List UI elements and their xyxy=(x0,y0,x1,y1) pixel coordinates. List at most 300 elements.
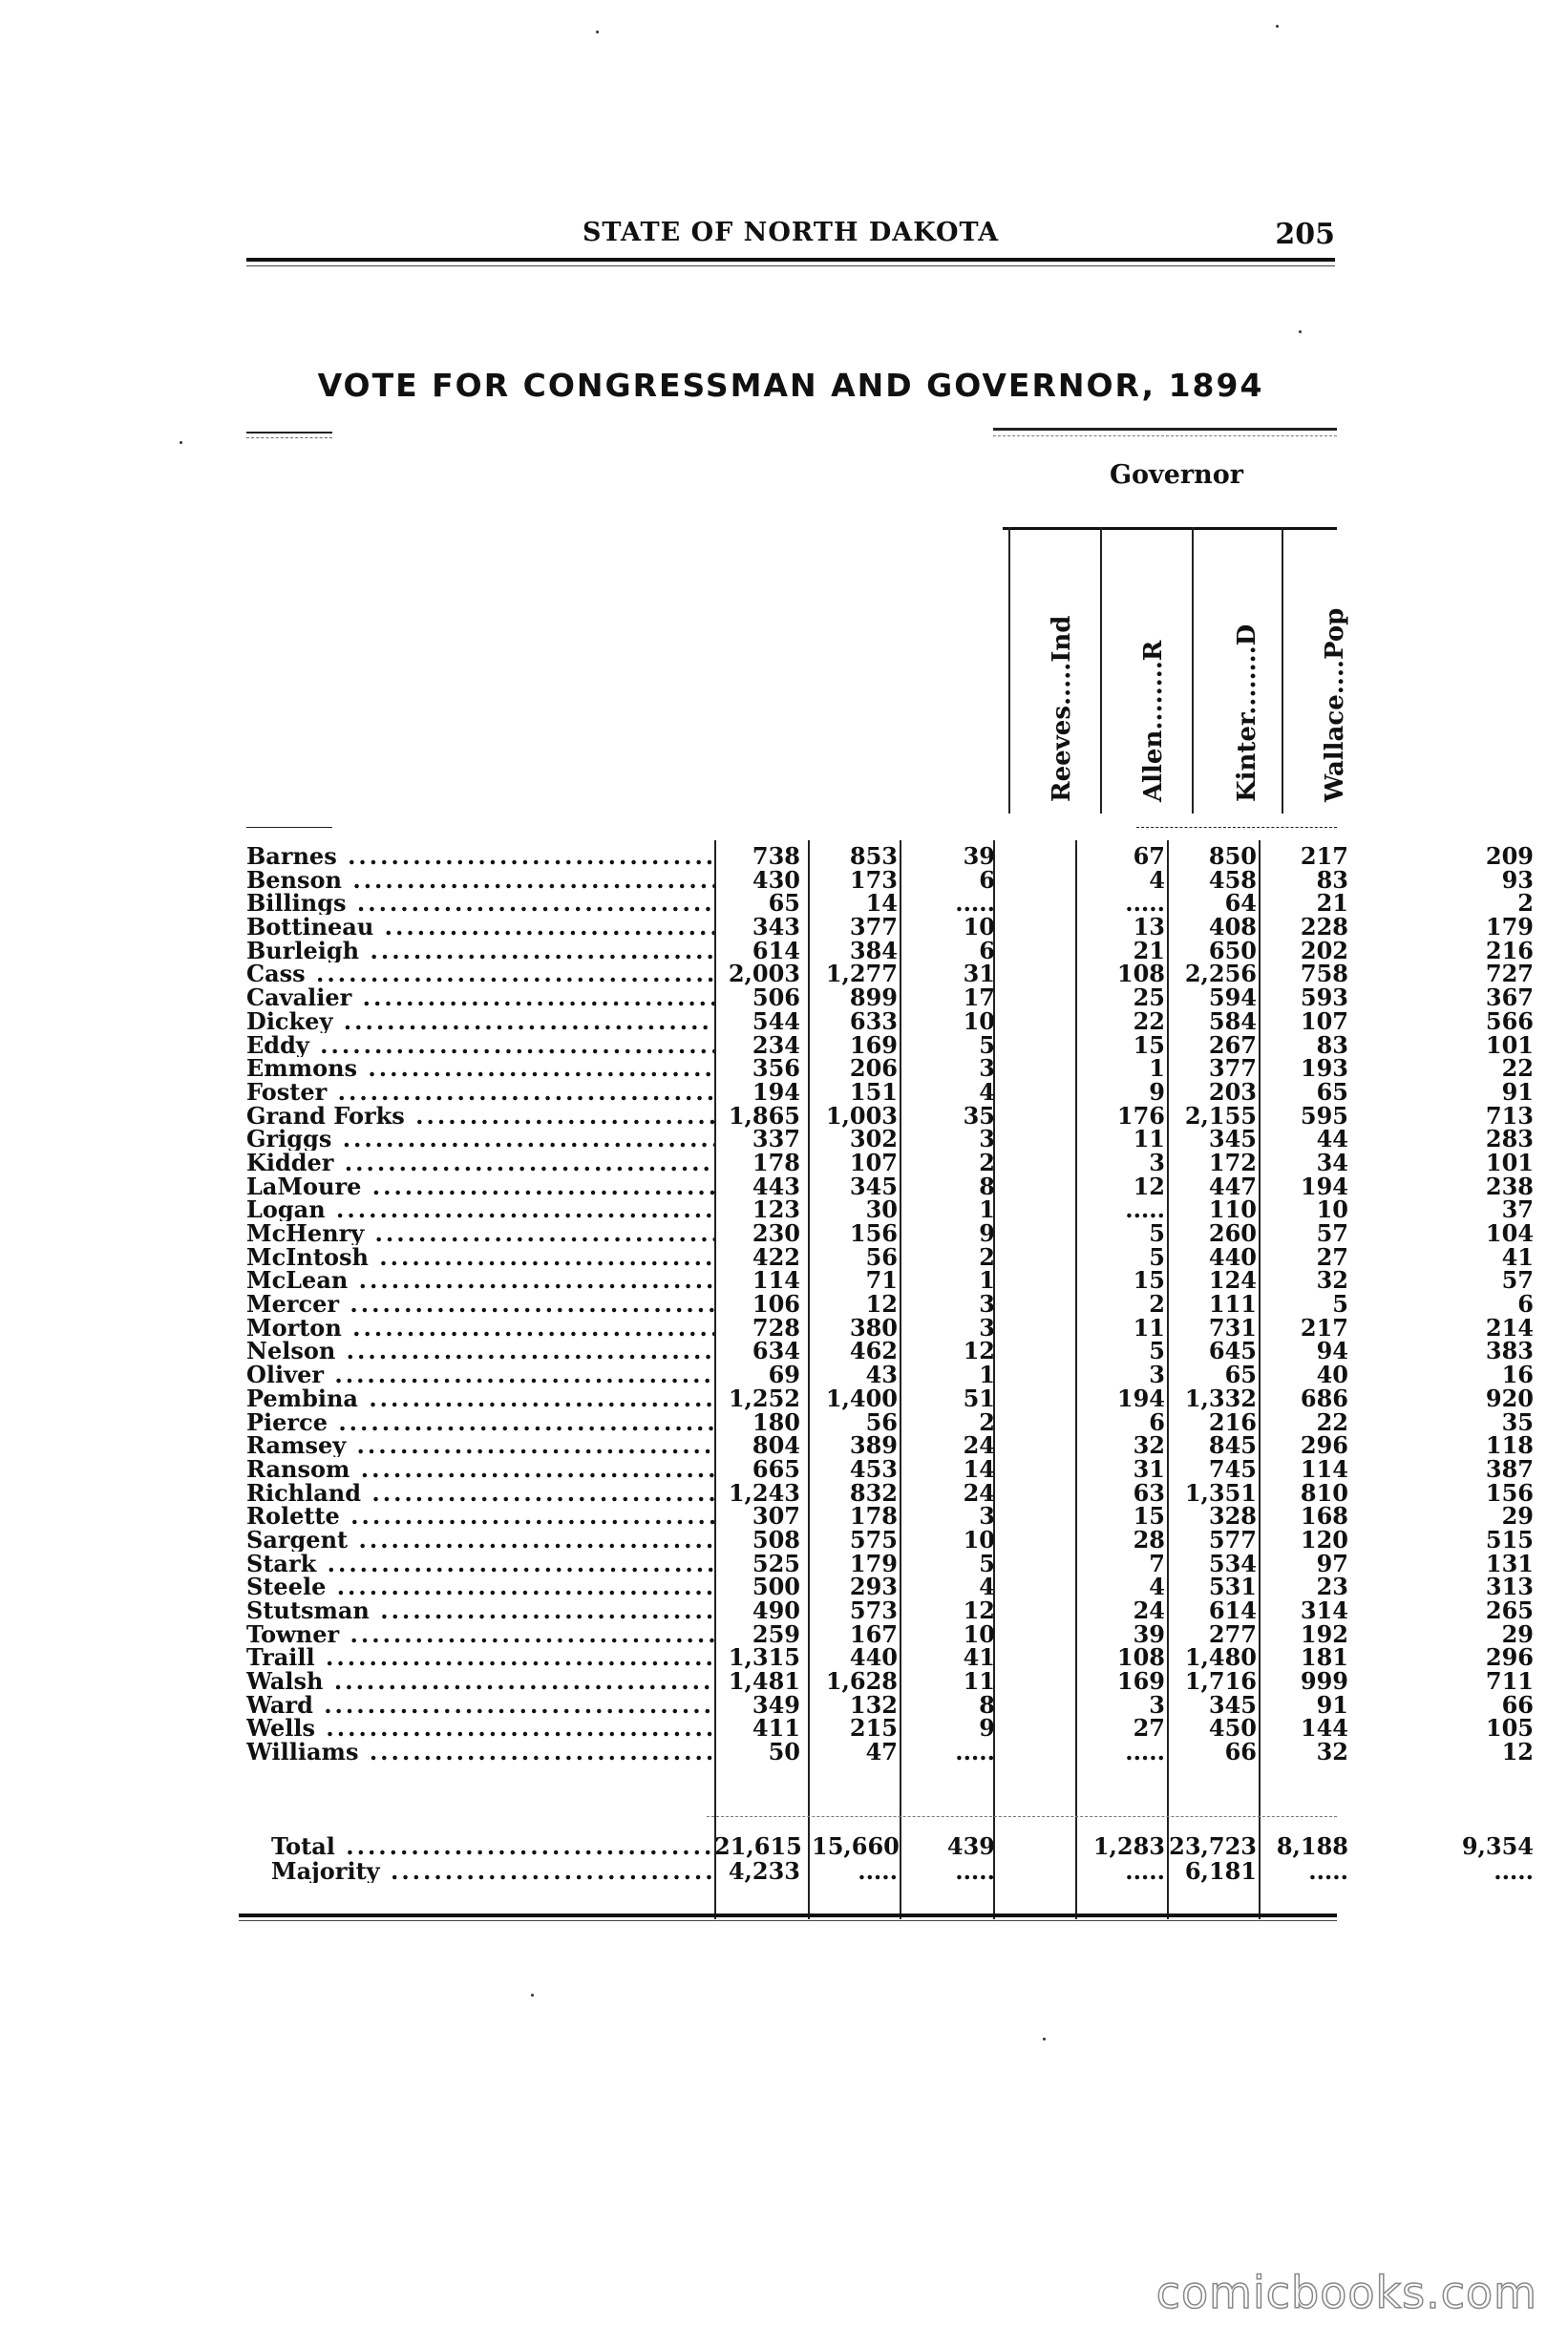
county-name: Walsh ..... xyxy=(246,1670,714,1693)
vote-cell: ..... xyxy=(1125,1738,1165,1766)
vote-cell: 440 xyxy=(849,1643,898,1672)
vote-cell: 108 xyxy=(1116,1643,1165,1672)
scan-speck xyxy=(596,31,599,33)
vote-cell: 593 xyxy=(1300,983,1348,1012)
vote-cell: 6 xyxy=(979,936,995,964)
total-cell: 8,188 xyxy=(1276,1832,1348,1860)
vote-cell: 234 xyxy=(752,1030,800,1059)
column-header-allen: Allen........R xyxy=(1139,640,1168,802)
vote-cell: 44 xyxy=(1316,1125,1348,1153)
county-name: Emmons ..... xyxy=(246,1057,714,1080)
county-name: McLean ..... xyxy=(246,1269,714,1292)
county-name: Griggs ..... xyxy=(246,1128,714,1151)
vote-cell: 1,003 xyxy=(825,1101,898,1130)
vote-cell: 97 xyxy=(1316,1549,1348,1577)
running-head-title: STATE OF NORTH DAKOTA xyxy=(582,218,1000,247)
vote-cell: 214 xyxy=(1485,1313,1534,1342)
majority-cell: ..... xyxy=(858,1857,898,1885)
governor-group-rule xyxy=(1003,527,1337,530)
table-row xyxy=(246,1525,1534,1554)
county-name: Oliver ..... xyxy=(246,1364,714,1386)
vote-cell: 713 xyxy=(1485,1101,1534,1130)
vote-cell: 2,256 xyxy=(1184,960,1257,988)
column-header-wallace: Wallace....Pop xyxy=(1321,607,1349,802)
vote-cell: 209 xyxy=(1485,842,1534,870)
vote-cell: 228 xyxy=(1300,913,1348,941)
vote-cell: 515 xyxy=(1485,1525,1534,1554)
vote-cell: 10 xyxy=(1316,1195,1348,1224)
county-name: Wells ..... xyxy=(246,1717,714,1740)
vote-cell: 384 xyxy=(849,936,898,964)
vote-cell: 63 xyxy=(1133,1478,1165,1507)
vote-cell: 167 xyxy=(849,1619,898,1648)
vote-cell: 132 xyxy=(849,1690,898,1719)
table-row xyxy=(246,1738,1534,1766)
vote-cell: 69 xyxy=(768,1361,800,1389)
vote-cell: 23 xyxy=(1316,1573,1348,1601)
total-label: Total ..... xyxy=(271,1835,714,1858)
vote-cell: 377 xyxy=(1208,1054,1257,1083)
vote-cell: 314 xyxy=(1300,1596,1348,1624)
vote-cell: 430 xyxy=(752,865,800,894)
page-number: 205 xyxy=(1275,218,1335,251)
vote-cell: 110 xyxy=(1208,1195,1257,1224)
vote-cell: 12 xyxy=(963,1596,995,1624)
vote-cell: 5 xyxy=(1332,1290,1348,1319)
vote-cell: 169 xyxy=(849,1030,898,1059)
vote-cell: 217 xyxy=(1300,1313,1348,1342)
vote-cell: 35 xyxy=(1501,1407,1534,1436)
vote-cell: 804 xyxy=(752,1431,800,1460)
vote-cell: 566 xyxy=(1485,1006,1534,1035)
vote-cell: 810 xyxy=(1300,1478,1348,1507)
vote-cell: 313 xyxy=(1485,1573,1534,1601)
vote-cell: 544 xyxy=(752,1006,800,1035)
vote-cell: 845 xyxy=(1208,1431,1257,1460)
vote-cell: 534 xyxy=(1208,1549,1257,1577)
county-name: Dickey ..... xyxy=(246,1010,714,1033)
county-name: Ward ..... xyxy=(246,1694,714,1717)
bottom-rule xyxy=(239,1914,1337,1917)
vote-cell: 25 xyxy=(1133,983,1165,1012)
vote-cell: 50 xyxy=(768,1738,800,1766)
vote-cell: 727 xyxy=(1485,960,1534,988)
vote-cell: 15 xyxy=(1133,1502,1165,1531)
table-row xyxy=(246,1077,1534,1106)
vote-cell: 1,480 xyxy=(1184,1643,1257,1672)
bottom-rule-thin xyxy=(239,1920,1337,1921)
vote-cell: 9 xyxy=(979,1714,995,1743)
vote-cell: 10 xyxy=(963,1525,995,1554)
vote-cell: 745 xyxy=(1208,1454,1257,1483)
header-rule-thin xyxy=(246,265,1335,266)
vote-cell: 832 xyxy=(849,1478,898,1507)
vote-cell: 21 xyxy=(1316,889,1348,918)
vote-cell: 101 xyxy=(1485,1030,1534,1059)
vote-cell: 15 xyxy=(1133,1030,1165,1059)
vote-cell: 490 xyxy=(752,1596,800,1624)
vote-cell: 22 xyxy=(1133,1006,1165,1035)
vote-cell: 2 xyxy=(979,1148,995,1176)
vote-cell: 64 xyxy=(1224,889,1257,918)
vote-cell: 577 xyxy=(1208,1525,1257,1554)
left-short-rule xyxy=(246,432,332,433)
vote-cell: 12 xyxy=(1501,1738,1534,1766)
vote-cell: 2,003 xyxy=(728,960,800,988)
totals-separator xyxy=(707,1816,1337,1817)
vote-cell: 131 xyxy=(1485,1549,1534,1577)
vote-cell: 31 xyxy=(1133,1454,1165,1483)
vote-cell: 1,332 xyxy=(1184,1384,1257,1412)
vote-cell: 56 xyxy=(865,1242,898,1271)
vote-cell: 179 xyxy=(1485,913,1534,941)
vote-cell: 2,155 xyxy=(1184,1101,1257,1130)
vote-cell: 83 xyxy=(1316,865,1348,894)
county-name: Pierce ..... xyxy=(246,1411,714,1434)
vote-cell: 12 xyxy=(963,1337,995,1365)
vote-cell: 94 xyxy=(1316,1337,1348,1365)
vote-cell: 118 xyxy=(1485,1431,1534,1460)
vote-cell: 462 xyxy=(849,1337,898,1365)
vote-cell: 6 xyxy=(1149,1407,1165,1436)
total-cell: 439 xyxy=(946,1832,995,1860)
watermark: comicbooks.com xyxy=(1155,2267,1537,2318)
vote-cell: 594 xyxy=(1208,983,1257,1012)
total-cell: 15,660 xyxy=(812,1832,900,1860)
vote-cell: 758 xyxy=(1300,960,1348,988)
county-name: Stark ..... xyxy=(246,1553,714,1575)
vote-cell: 665 xyxy=(752,1454,800,1483)
vote-cell: 450 xyxy=(1208,1714,1257,1743)
county-name: Barnes ..... xyxy=(246,845,714,868)
county-name: Mercer ..... xyxy=(246,1293,714,1316)
vote-cell: 296 xyxy=(1485,1643,1534,1672)
county-name: Williams ..... xyxy=(246,1741,714,1764)
column-divider xyxy=(1192,527,1194,814)
vote-cell: 83 xyxy=(1316,1030,1348,1059)
vote-cell: 5 xyxy=(1149,1219,1165,1247)
vote-cell: 32 xyxy=(1133,1431,1165,1460)
county-name: Rolette ..... xyxy=(246,1505,714,1528)
vote-cell: 296 xyxy=(1300,1431,1348,1460)
vote-cell: 65 xyxy=(1224,1361,1257,1389)
vote-cell: 156 xyxy=(1485,1478,1534,1507)
county-name: Stutsman ..... xyxy=(246,1599,714,1622)
vote-cell: 738 xyxy=(752,842,800,870)
page-title: VOTE FOR CONGRESSMAN AND GOVERNOR, 1894 xyxy=(317,367,1264,404)
vote-cell: 91 xyxy=(1501,1077,1534,1106)
vote-cell: 168 xyxy=(1300,1502,1348,1531)
table-row xyxy=(246,842,1534,870)
column-divider xyxy=(1100,527,1102,814)
vote-cell: 29 xyxy=(1501,1502,1534,1531)
vote-cell: 293 xyxy=(849,1573,898,1601)
vote-cell: 575 xyxy=(849,1525,898,1554)
vote-cell: 265 xyxy=(1485,1596,1534,1624)
vote-cell: 39 xyxy=(963,842,995,870)
scan-speck xyxy=(1043,2038,1046,2040)
vote-cell: 686 xyxy=(1300,1384,1348,1412)
scan-speck xyxy=(1276,25,1279,28)
vote-cell: 105 xyxy=(1485,1714,1534,1743)
right-rule-dashed xyxy=(993,435,1337,436)
vote-cell: 238 xyxy=(1485,1172,1534,1200)
vote-cell: 106 xyxy=(752,1290,800,1319)
county-name: Cavalier ..... xyxy=(246,986,714,1009)
vote-cell: ..... xyxy=(955,1738,995,1766)
majority-cell: 4,233 xyxy=(728,1857,800,1885)
vote-cell: 3 xyxy=(979,1290,995,1319)
table-row xyxy=(246,1219,1534,1247)
vote-cell: 14 xyxy=(865,889,898,918)
vote-cell: 1,481 xyxy=(728,1667,800,1696)
vote-cell: 595 xyxy=(1300,1101,1348,1130)
vote-cell: 151 xyxy=(849,1077,898,1106)
vote-cell: 24 xyxy=(963,1431,995,1460)
vote-cell: 302 xyxy=(849,1125,898,1153)
vote-cell: 267 xyxy=(1208,1030,1257,1059)
vote-cell: ..... xyxy=(1125,889,1165,918)
total-cell: 21,615 xyxy=(714,1832,802,1860)
county-name: Sargent ..... xyxy=(246,1529,714,1552)
vote-cell: 22 xyxy=(1316,1407,1348,1436)
vote-cell: 56 xyxy=(865,1407,898,1436)
vote-cell: 633 xyxy=(849,1006,898,1035)
vote-cell: 389 xyxy=(849,1431,898,1460)
vote-cell: 408 xyxy=(1208,913,1257,941)
vote-cell: 120 xyxy=(1300,1525,1348,1554)
vote-cell: 458 xyxy=(1208,865,1257,894)
vote-cell: 108 xyxy=(1116,960,1165,988)
vote-cell: 345 xyxy=(849,1172,898,1200)
vote-cell: 15 xyxy=(1133,1266,1165,1295)
vote-cell: 14 xyxy=(963,1454,995,1483)
majority-cell: ..... xyxy=(955,1857,995,1885)
vote-cell: 328 xyxy=(1208,1502,1257,1531)
vote-cell: 17 xyxy=(963,983,995,1012)
vote-cell: 4 xyxy=(979,1077,995,1106)
total-cell: 9,354 xyxy=(1461,1832,1534,1860)
vote-cell: 217 xyxy=(1300,842,1348,870)
vote-cell: ..... xyxy=(1125,1195,1165,1224)
vote-cell: 2 xyxy=(979,1242,995,1271)
vote-cell: 5 xyxy=(979,1549,995,1577)
vote-cell: 24 xyxy=(963,1478,995,1507)
vote-cell: 899 xyxy=(849,983,898,1012)
vote-cell: 101 xyxy=(1485,1148,1534,1176)
vote-cell: 178 xyxy=(849,1502,898,1531)
column-header-kinter: Kinter........D xyxy=(1233,624,1261,802)
vote-cell: 169 xyxy=(1116,1667,1165,1696)
vote-cell: 230 xyxy=(752,1219,800,1247)
majority-label: Majority ..... xyxy=(271,1860,714,1883)
vote-cell: 1,716 xyxy=(1184,1667,1257,1696)
vote-cell: 8 xyxy=(979,1690,995,1719)
vote-cell: 194 xyxy=(1300,1172,1348,1200)
vote-cell: 27 xyxy=(1133,1714,1165,1743)
vote-cell: 32 xyxy=(1316,1266,1348,1295)
vote-cell: 2 xyxy=(1517,889,1534,918)
vote-cell: 7 xyxy=(1149,1549,1165,1577)
vote-cell: 920 xyxy=(1485,1384,1534,1412)
vote-cell: 345 xyxy=(1208,1125,1257,1153)
right-rule xyxy=(993,428,1337,431)
vote-cell: 206 xyxy=(849,1054,898,1083)
vote-cell: 41 xyxy=(1501,1242,1534,1271)
vote-cell: 4 xyxy=(1149,865,1165,894)
vote-cell: 387 xyxy=(1485,1454,1534,1483)
vote-cell: 28 xyxy=(1133,1525,1165,1554)
vote-cell: 31 xyxy=(963,960,995,988)
vote-cell: 5 xyxy=(979,1030,995,1059)
vote-cell: 443 xyxy=(752,1172,800,1200)
vote-cell: 531 xyxy=(1208,1573,1257,1601)
vote-cell: 11 xyxy=(1133,1125,1165,1153)
vote-cell: 11 xyxy=(963,1667,995,1696)
vote-cell: 3 xyxy=(979,1054,995,1083)
vote-cell: 123 xyxy=(752,1195,800,1224)
vote-cell: 71 xyxy=(865,1266,898,1295)
vote-cell: 215 xyxy=(849,1714,898,1743)
table-row xyxy=(246,1006,1534,1035)
county-name: Burleigh ..... xyxy=(246,940,714,962)
scan-speck xyxy=(180,441,182,444)
vote-cell: 8 xyxy=(979,1172,995,1200)
county-name: Towner ..... xyxy=(246,1623,714,1646)
vote-cell: 1,315 xyxy=(728,1643,800,1672)
majority-cell: ..... xyxy=(1125,1857,1165,1885)
county-name: Pembina ..... xyxy=(246,1387,714,1410)
vote-cell: 1,865 xyxy=(728,1101,800,1130)
vote-cell: 1 xyxy=(1149,1054,1165,1083)
county-name: Grand Forks ..... xyxy=(246,1105,714,1128)
vote-cell: 203 xyxy=(1208,1077,1257,1106)
vote-cell: 4 xyxy=(1149,1573,1165,1601)
vote-cell: 156 xyxy=(849,1219,898,1247)
vote-cell: 194 xyxy=(1116,1384,1165,1412)
vote-cell: 51 xyxy=(963,1384,995,1412)
vote-cell: 35 xyxy=(963,1101,995,1130)
total-cell: 23,723 xyxy=(1169,1832,1257,1860)
vote-cell: 29 xyxy=(1501,1619,1534,1648)
vote-cell: 508 xyxy=(752,1525,800,1554)
vote-cell: 711 xyxy=(1485,1667,1534,1696)
vote-cell: 181 xyxy=(1300,1643,1348,1672)
vote-cell: 57 xyxy=(1316,1219,1348,1247)
vote-cell: 114 xyxy=(752,1266,800,1295)
vote-cell: 6 xyxy=(979,865,995,894)
vote-cell: 728 xyxy=(752,1313,800,1342)
vote-cell: 411 xyxy=(752,1714,800,1743)
vote-cell: 337 xyxy=(752,1125,800,1153)
vote-cell: 93 xyxy=(1501,865,1534,894)
vote-cell: 10 xyxy=(963,1006,995,1035)
vote-cell: 21 xyxy=(1133,936,1165,964)
vote-cell: 447 xyxy=(1208,1172,1257,1200)
vote-cell: 57 xyxy=(1501,1266,1534,1295)
vote-cell: 440 xyxy=(1208,1242,1257,1271)
vote-cell: 525 xyxy=(752,1549,800,1577)
county-name: Morton ..... xyxy=(246,1317,714,1340)
vote-cell: 40 xyxy=(1316,1361,1348,1389)
vote-cell: 11 xyxy=(1133,1313,1165,1342)
majority-cell: ..... xyxy=(1308,1857,1348,1885)
vote-cell: 584 xyxy=(1208,1006,1257,1035)
vote-cell: 5 xyxy=(1149,1242,1165,1271)
vote-cell: 650 xyxy=(1208,936,1257,964)
vote-cell: 37 xyxy=(1501,1195,1534,1224)
vote-cell: 3 xyxy=(979,1313,995,1342)
vote-cell: 500 xyxy=(752,1573,800,1601)
majority-cell: ..... xyxy=(1494,1857,1534,1885)
vote-cell: 32 xyxy=(1316,1738,1348,1766)
vote-cell: 1 xyxy=(979,1266,995,1295)
vote-cell: 24 xyxy=(1133,1596,1165,1624)
vote-cell: 422 xyxy=(752,1242,800,1271)
vote-cell: 67 xyxy=(1133,842,1165,870)
vote-cell: 111 xyxy=(1208,1290,1257,1319)
county-name: Bottineau ..... xyxy=(246,916,714,939)
vote-cell: 645 xyxy=(1208,1337,1257,1365)
county-name: Richland ..... xyxy=(246,1482,714,1505)
under-header-rule-dashed xyxy=(1136,827,1337,828)
vote-cell: 614 xyxy=(752,936,800,964)
vote-cell: 30 xyxy=(865,1195,898,1224)
county-name: Ramsey ..... xyxy=(246,1434,714,1457)
vote-cell: 1,277 xyxy=(825,960,898,988)
vote-cell: 3 xyxy=(1149,1148,1165,1176)
county-name: McIntosh ..... xyxy=(246,1246,714,1269)
vote-cell: 179 xyxy=(849,1549,898,1577)
vote-cell: 345 xyxy=(1208,1690,1257,1719)
vote-cell: 850 xyxy=(1208,842,1257,870)
vote-cell: 41 xyxy=(963,1643,995,1672)
county-name: Ransom ..... xyxy=(246,1458,714,1481)
vote-cell: 349 xyxy=(752,1690,800,1719)
vote-cell: 91 xyxy=(1316,1690,1348,1719)
header-rule xyxy=(246,258,1335,262)
vote-cell: 573 xyxy=(849,1596,898,1624)
under-header-rule xyxy=(246,827,332,828)
vote-cell: 614 xyxy=(1208,1596,1257,1624)
vote-cell: 22 xyxy=(1501,1054,1534,1083)
vote-cell: 1 xyxy=(979,1195,995,1224)
vote-cell: 3 xyxy=(979,1125,995,1153)
left-short-rule-dashed xyxy=(246,437,332,438)
vote-cell: 260 xyxy=(1208,1219,1257,1247)
column-divider xyxy=(1282,527,1283,814)
vote-cell: 2 xyxy=(979,1407,995,1436)
vote-cell: ..... xyxy=(955,889,995,918)
vote-cell: 283 xyxy=(1485,1125,1534,1153)
vote-cell: 10 xyxy=(963,913,995,941)
vote-cell: 193 xyxy=(1300,1054,1348,1083)
vote-cell: 104 xyxy=(1485,1219,1534,1247)
vote-cell: 39 xyxy=(1133,1619,1165,1648)
vote-cell: 1 xyxy=(979,1361,995,1389)
county-name: Nelson ..... xyxy=(246,1340,714,1363)
totals-block xyxy=(246,1832,1534,1885)
vote-cell: 12 xyxy=(865,1290,898,1319)
vote-cell: 192 xyxy=(1300,1619,1348,1648)
county-name: Benson ..... xyxy=(246,869,714,892)
vote-cell: 3 xyxy=(979,1502,995,1531)
vote-cell: 47 xyxy=(865,1738,898,1766)
vote-cell: 9 xyxy=(1149,1077,1165,1106)
running-head xyxy=(246,218,1335,256)
scan-speck xyxy=(1299,330,1302,333)
vote-cell: 4 xyxy=(979,1573,995,1601)
